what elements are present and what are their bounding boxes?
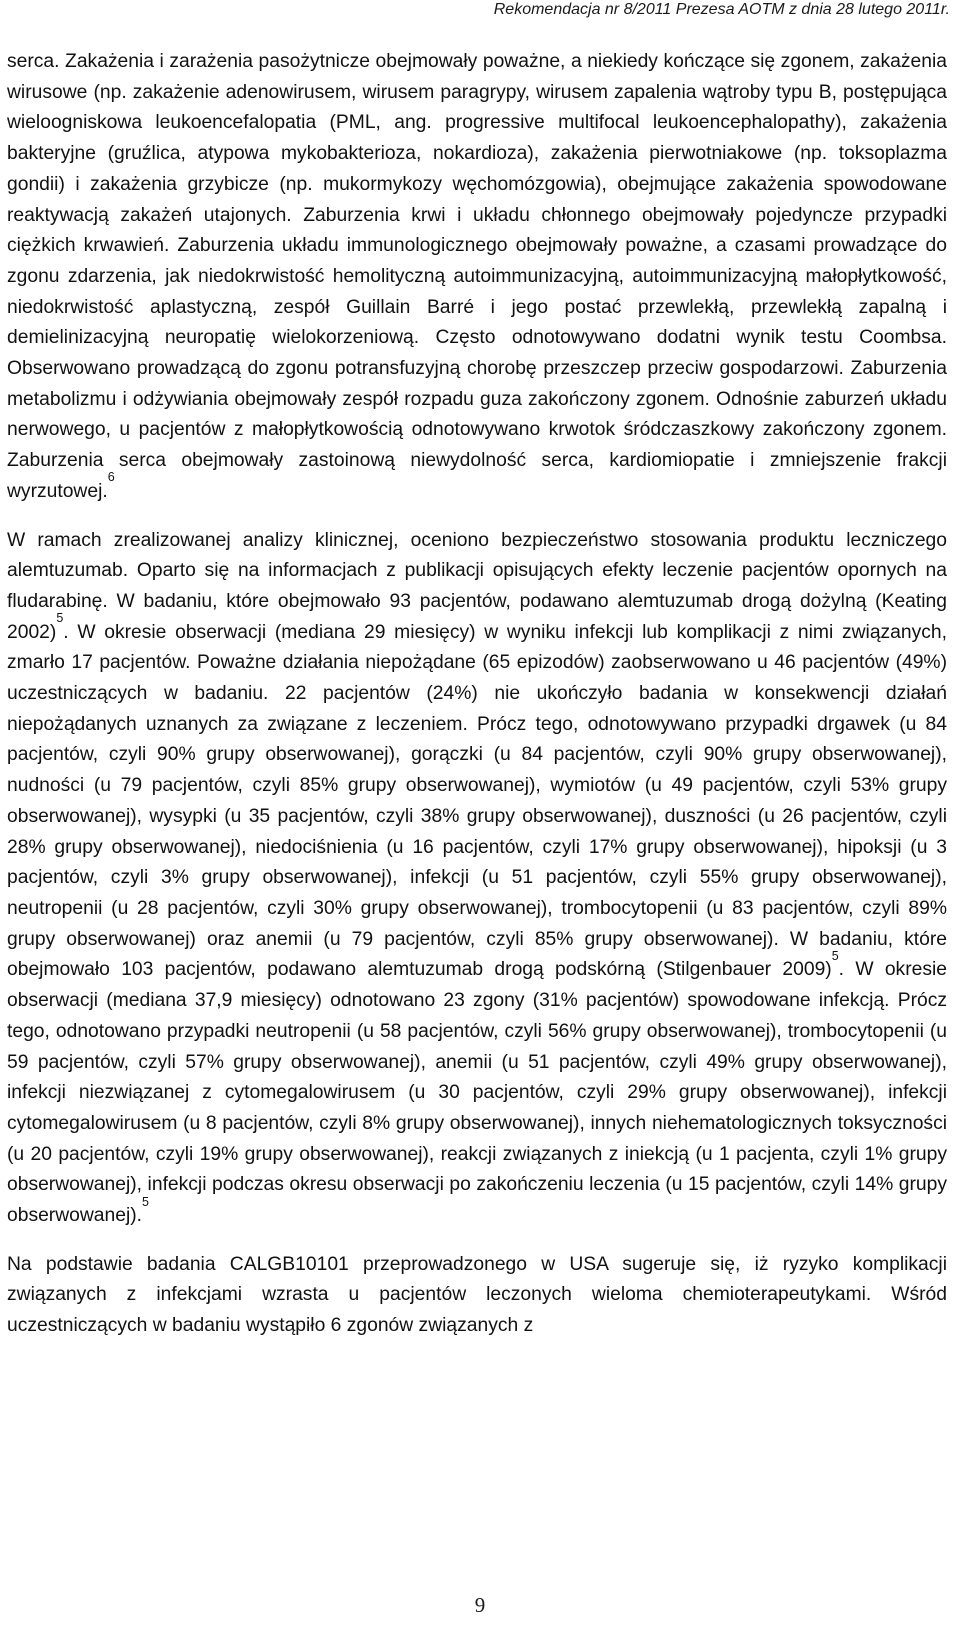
citation-marker: 5 — [56, 611, 64, 626]
paragraph-text: Na podstawie badania CALGB10101 przeprowadzonego w USA sugeruje się, iż ryzyko komplikacji związanych z infekcjami wzrasta u pacjentów leczonych wieloma chemioterapeutykami. Wśród uczestniczących w badaniu wystąpiło 6 zgonów związanych z — [7, 1253, 947, 1337]
paragraph-text: serca. Zakażenia i zarażenia pasożytnicze obejmowały poważne, a niekiedy kończące się zgonem, zakażenia wirusowe (np. zakażenie adenowirusem, wirusem paragrypy, wirusem zapalenia wątroby typu B, postępująca wieloogniskowa leukoencefalopatia (PML, ang. progressive multifocal leukoencephalopathy), zakażenia bakteryjne (gruźlica, atypowa mykobakterioza, nokardioza), zakażenia pierwotniakowe (np. toksoplazma gondii) i zakażenia grzybicze (np. mukormykozy węchomózgowia), obejmujące zakażenia spowodowane reaktywacją zakażeń utajonych. Zaburzenia krwi i układu chłonnego obejmowały pojedyncze przypadki ciężkich krwawień. Zaburzenia układu immunologicznego obejmowały poważne, a czasami prowadzące do zgonu zdarzenia, jak niedokrwistość hemolityczną autoimmunizacyjną, autoimmunizacyjną małopłytkowość, niedokrwistość aplastyczną, zespół Guillain Barré i jego postać przewlekłą, przewlekłą zapalną i demielinizacyjną neuropatię wielokorzeniową. Często odnotowywano dodatni wynik testu Coombsa. Obserwowano prowadzącą do zgonu potransfuzyjną chorobę przeszczep przeciw gospodarzowi. Zaburzenia metabolizmu i odżywiania obejmowały zespół rozpadu guza zakończony zgonem. Odnośnie zaburzeń układu nerwowego, u pacjentów z małopłytkowością odnotowywano krwotok śródczaszkowy zakończony zgonem. Zaburzenia serca obejmowały zastoinową niewydolność serca, kardiomiopatie i zmniejszenie frakcji wyrzutowej. — [7, 51, 947, 502]
citation-marker: 6 — [107, 470, 115, 485]
paragraph-text: W ramach zrealizowanej analizy klinicznej, oceniono bezpieczeństwo stosowania produktu leczniczego alemtuzumab. Oparto się na informacjach z publikacji opisujących efekty leczenie pacjentów opornych na fludarabinę. W badaniu, które obejmowało 93 pacjentów, podawano alemtuzumab drogą dożylną (Keating 2002) — [7, 529, 947, 643]
running-header: Rekomendacja nr 8/2011 Prezesa AOTM z dnia 28 lutego 2011r. — [493, 1, 950, 18]
body-paragraph — [7, 1250, 947, 1342]
citation-marker: 5 — [142, 1194, 149, 1209]
page-number: 9 — [474, 1593, 486, 1617]
body-paragraph — [7, 47, 947, 508]
document-body — [7, 47, 947, 1342]
paragraph-text: . W okresie obserwacji (mediana 29 miesięcy) w wyniku infekcji lub komplikacji z nimi związanych, zmarło 17 pacjentów. Poważne działania niepożądane (65 epizodów) zaobserwowano u 46 pacjentów (49%) uczestniczących w badaniu. 22 pacjentów (24%) nie ukończyło badania w konsekwencji działań niepożądanych uznanych za związane z leczeniem. Prócz tego, odnotowywano przypadki drgawek (u 84 pacjentów, czyli 90% grupy obserwowanej), gorączki (u 84 pacjentów, czyli 90% grupy obserwowanej), nudności (u 79 pacjentów, czyli 85% grupy obserwowanej), wymiotów (u 49 pacjentów, czyli 53% grupy obserwowanej), wysypki (u 35 pacjentów, czyli 38% grupy obserwowanej), duszności (u 26 pacjentów, czyli 28% grupy obserwowanej), niedociśnienia (u 16 pacjentów, czyli 17% grupy obserwowanej), hipoksji (u 3 pacjentów, czyli 3% grupy obserwowanej), infekcji (u 51 pacjentów, czyli 55% grupy obserwowanej), neutropenii (u 28 pacjentów, czyli 30% grupy obserwowanej), trombocytopenii (u 83 pacjentów, czyli 89% grupy obserwowanej) oraz anemii (u 79 pacjentów, czyli 85% grupy obserwowanej). W badaniu, które obejmowało 103 pacjentów, podawano alemtuzumab drogą podskórną (Stilgenbauer 2009) — [7, 621, 947, 981]
paragraph-text: . W okresie obserwacji (mediana 37,9 miesięcy) odnotowano 23 zgony (31% pacjentów) spowodowane infekcją. Prócz tego, odnotowano przypadki neutropenii (u 58 pacjentów, czyli 56% grupy obserwowanej), trombocytopenii (u 59 pacjentów, czyli 57% grupy obserwowanej), anemii (u 51 pacjentów, czyli 49% grupy obserwowanej), infekcji niezwiązanej z cytomegalowirusem (u 30 pacjentów, czyli 29% grupy obserwowanej), infekcji cytomegalowirusem (u 8 pacjentów, czyli 8% grupy obserwowanej), innych niehematologicznych toksyczności (u 20 pacjentów, czyli 19% grupy obserwowanej), reakcji związanych z iniekcją (u 1 pacjenta, czyli 1% grupy obserwowanej), infekcji podczas okresu obserwacji po zakończeniu leczenia (u 15 pacjentów, czyli 14% grupy obserwowanej). — [7, 959, 947, 1227]
citation-marker: 5 — [831, 948, 839, 963]
body-paragraph — [7, 526, 947, 1232]
